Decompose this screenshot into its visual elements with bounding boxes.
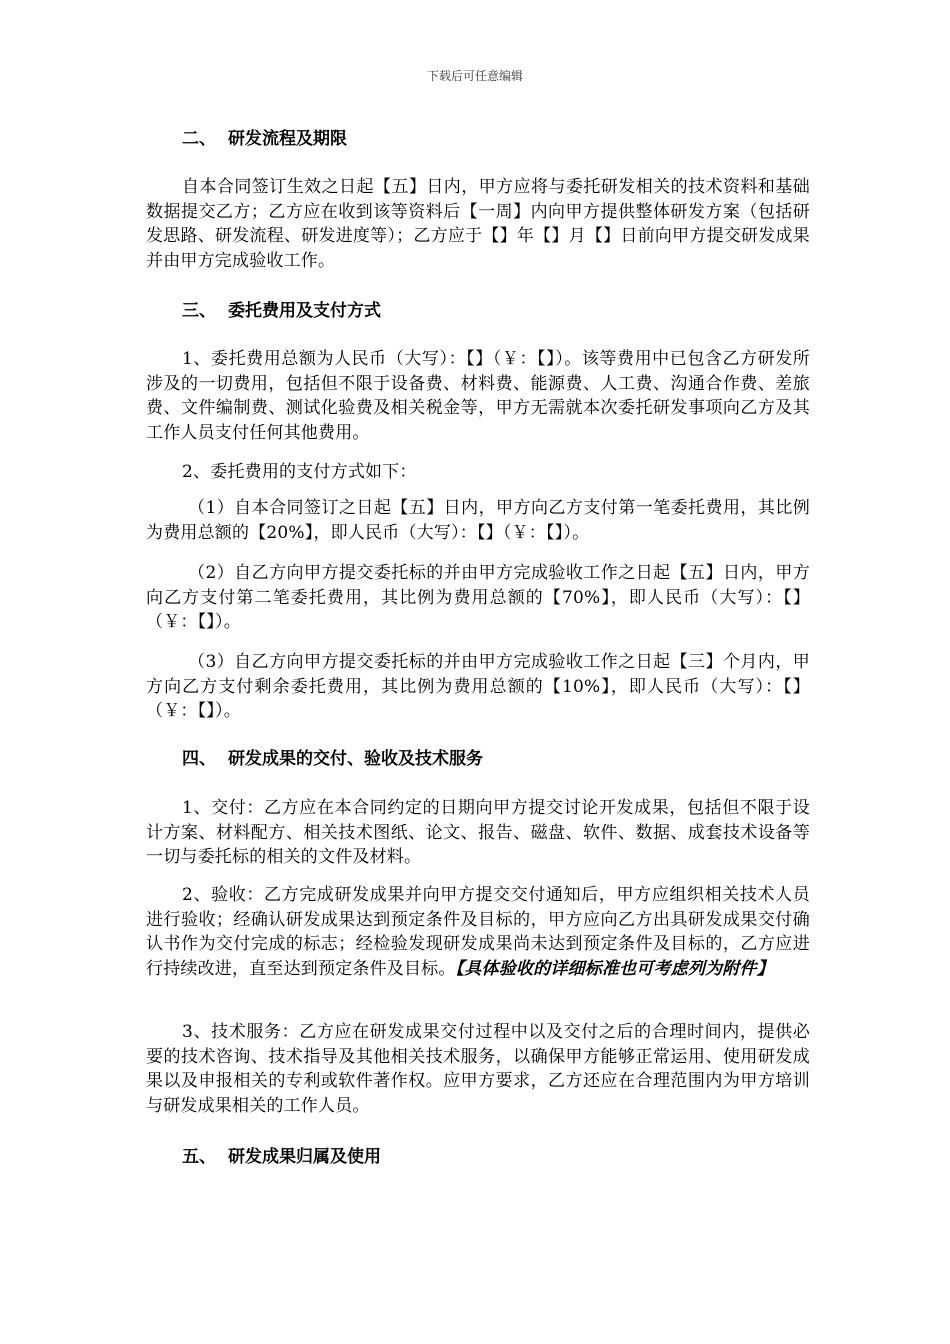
paragraph: 2、验收：乙方完成研发成果并向甲方提交交付通知后，甲方应组织相关技术人员进行验收；经确认研发成果达到预定条件及目标的，甲方应向乙方出具研发成果交付确认书作为交付完成的标志；经检验发现研发成果尚未达到预定条件及目标的，乙方应进行持续改进，直至达到预定条件及目标。【具体验收的详细标准也可考虑列为附件】	[146, 885, 810, 979]
section-number: 二、	[182, 129, 216, 149]
acceptance-note: 【具体验收的详细标准也可考虑列为附件】	[455, 958, 774, 979]
paragraph: （1）自本合同签订之日起【五】日内，甲方向乙方支付第一笔委托费用，其比例为费用总额的【20%】，即人民币（大写）：【】（￥：【】）。	[146, 498, 810, 543]
section-number: 四、	[182, 749, 216, 769]
section-title: 委托费用及支付方式	[228, 301, 381, 321]
section-heading-5	[146, 1145, 810, 1169]
section-heading-3	[146, 299, 810, 323]
section-title: 研发成果的交付、验收及技术服务	[228, 749, 483, 769]
paragraph: 自本合同签订生效之日起【五】日内，甲方应将与委托研发相关的技术资料和基础数据提交乙方；乙方应在收到该等资料后【一周】内向甲方提供整体研发方案（包括研发思路、研发流程、研发进度等）；乙方应于【】年【】月【】日前向甲方提交研发成果并由甲方完成验收工作。	[146, 177, 810, 271]
section-heading-4	[146, 747, 810, 771]
paragraph: 1、委托费用总额为人民币（大写）：【】（￥：【】）。该等费用中已包含乙方研发所涉及的一切费用，包括但不限于设备费、材料费、能源费、人工费、沟通合作费、差旅费、文件编制费、测试化验费及相关税金等，甲方无需就本次委托研发事项向乙方及其工作人员支付任何其他费用。	[146, 349, 810, 443]
paragraph: 3、技术服务：乙方应在研发成果交付过程中以及交付之后的合理时间内，提供必要的技术咨询、技术指导及其他相关技术服务，以确保甲方能够正常运用、使用研发成果以及申报相关的专利或软件著作权。应甲方要求，乙方还应在合理范围内为甲方培训与研发成果相关的工作人员。	[146, 1022, 810, 1116]
section-number: 三、	[182, 301, 216, 321]
page-header: 下载后可任意编辑	[426, 69, 523, 83]
paragraph: 1、交付：乙方应在本合同约定的日期向甲方提交讨论开发成果，包括但不限于设计方案、材料配方、相关技术图纸、论文、报告、磁盘、软件、数据、成套技术设备等一切与委托标的相关的文件及材料。	[146, 798, 810, 868]
paragraph: （2）自乙方向甲方提交委托标的并由甲方完成验收工作之日起【五】日内，甲方向乙方支付第二笔委托费用，其比例为费用总额的【70%】，即人民币（大写）：【】（￥：【】）。	[146, 563, 810, 633]
section-title: 研发成果归属及使用	[228, 1147, 381, 1167]
section-title: 研发流程及期限	[228, 129, 347, 149]
paragraph: （3）自乙方向甲方提交委托标的并由甲方完成验收工作之日起【三】个月内，甲方向乙方支付剩余委托费用，其比例为费用总额的【10%】，即人民币（大写）：【】（￥：【】）。	[146, 652, 810, 722]
section-heading-2	[146, 127, 810, 151]
section-number: 五、	[182, 1147, 216, 1167]
paragraph: 2、委托费用的支付方式如下：	[182, 462, 417, 482]
